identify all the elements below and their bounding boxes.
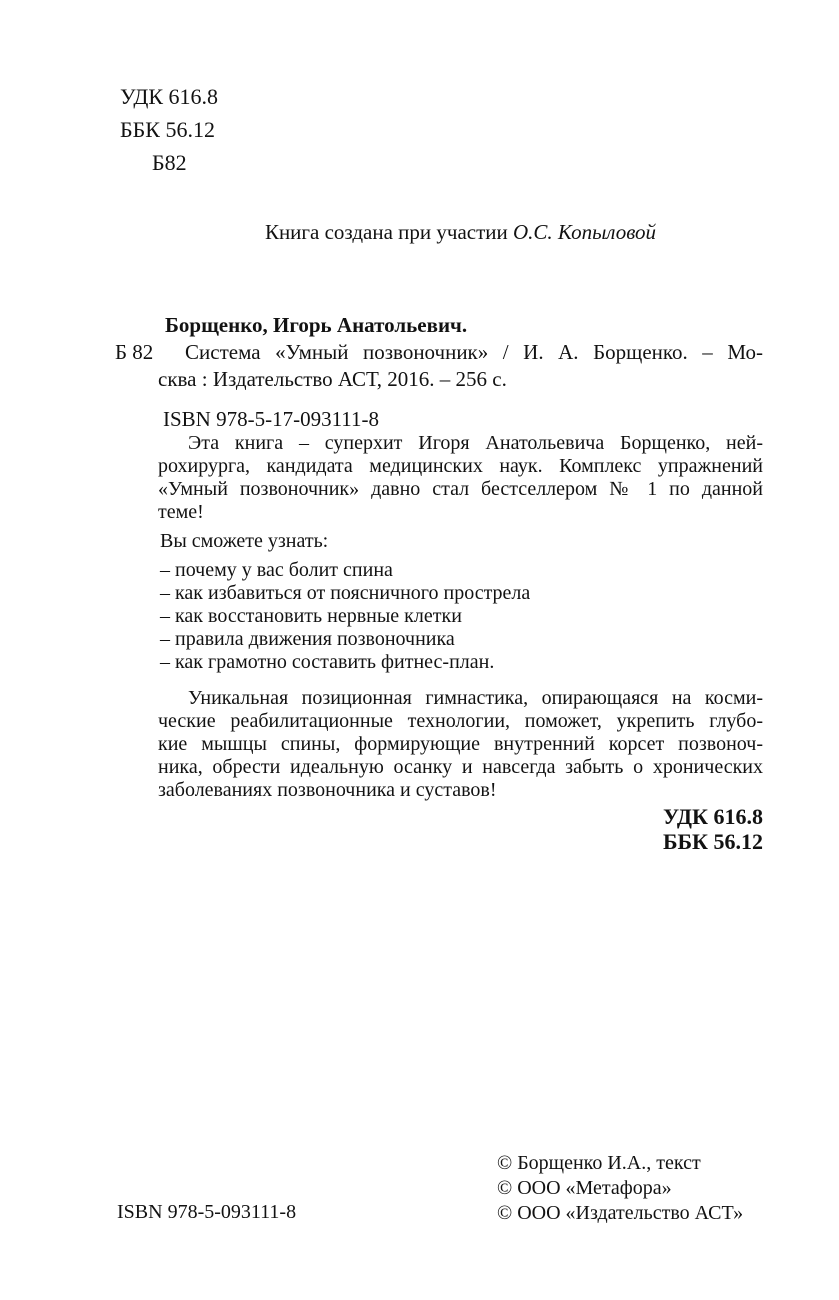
copyright-line: © ООО «Издательство АСТ» bbox=[497, 1202, 744, 1224]
bbk-code: ББК 56.12 bbox=[120, 117, 215, 142]
card-isbn: ISBN 978-5-17-093111-8 bbox=[163, 407, 380, 431]
annotation-line: «Умный позвоночник» давно стал бестселлером № 1 по данной bbox=[158, 478, 763, 500]
card-title-line: сква : Издательство АСТ, 2016. – 256 с. bbox=[158, 367, 507, 391]
annotation-line: теме! bbox=[158, 501, 204, 523]
participation-text: Книга создана при участии bbox=[264, 220, 508, 244]
learn-heading: Вы сможете узнать: bbox=[160, 530, 329, 552]
right-classification-codes bbox=[158, 804, 763, 854]
description-paragraph bbox=[158, 687, 763, 802]
card-margin-code: Б 82 bbox=[115, 340, 154, 364]
udk-code: УДК 616.8 bbox=[120, 84, 219, 109]
description-line: ника, обрести идеальную осанку и навсегда забыть о хронических bbox=[158, 756, 763, 778]
annotation-paragraph bbox=[158, 432, 763, 524]
description-line: Уникальная позиционная гимнастика, опирающаяся на косми- bbox=[188, 687, 763, 709]
learn-list bbox=[160, 559, 530, 674]
footer-isbn: ISBN 978-5-093111-8 bbox=[117, 1201, 297, 1223]
description-line: ческие реабилитационные технологии, поможет, укрепить глубо- bbox=[158, 710, 763, 732]
udk-code-right: УДК 616.8 bbox=[662, 804, 763, 829]
copyright-line: © ООО «Метафора» bbox=[497, 1177, 672, 1199]
annotation-line: Эта книга – суперхит Игоря Анатольевича Борщенко, ней- bbox=[188, 432, 763, 454]
author-sign-code: Б82 bbox=[152, 150, 187, 175]
description-line: заболеваниях позвоночника и суставов! bbox=[158, 779, 497, 801]
annotation-line: рохирурга, кандидата медицинских наук. Комплекс упражнений bbox=[158, 455, 763, 477]
copyright-line: © Борщенко И.А., текст bbox=[497, 1152, 701, 1174]
catalog-card bbox=[115, 312, 763, 433]
participation-name: О.С. Копыловой bbox=[513, 220, 657, 244]
list-item: – правила движения позвоночника bbox=[160, 628, 455, 650]
card-title-paragraph bbox=[158, 339, 763, 393]
description-line: кие мышцы спины, формирующие внутренний корсет позвоноч- bbox=[158, 733, 763, 755]
card-author: Борщенко, Игорь Анатольевич. bbox=[165, 313, 468, 337]
list-item: – как восстановить нервные клетки bbox=[160, 605, 462, 627]
list-item: – почему у вас болит спина bbox=[160, 559, 393, 581]
list-item: – как избавиться от поясничного прострела bbox=[160, 582, 531, 604]
card-title-line: Система «Умный позвоночник» / И. А. Борщенко. – Мо- bbox=[185, 340, 763, 364]
bbk-code-right: ББК 56.12 bbox=[662, 829, 763, 854]
participation-note bbox=[158, 220, 763, 245]
copyright-block bbox=[497, 1151, 743, 1226]
list-item: – как грамотно составить фитнес-план. bbox=[160, 651, 495, 673]
top-classification-codes bbox=[120, 80, 218, 179]
